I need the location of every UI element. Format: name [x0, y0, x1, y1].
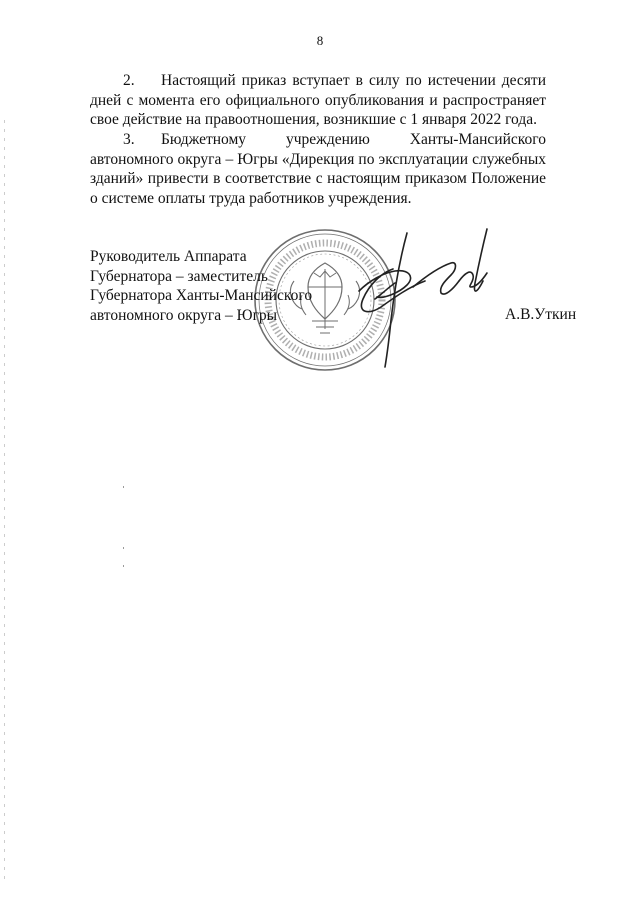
scan-margin-line: [4, 120, 5, 880]
signatory-position-line: автономного округа – Югры: [90, 306, 278, 324]
paragraph-number: 3.: [123, 131, 135, 148]
scan-artifact: [123, 565, 124, 567]
paragraph-2: [90, 71, 546, 130]
signatory-position-line: Губернатора – заместитель: [90, 267, 268, 285]
paragraph-number: 2.: [123, 72, 135, 89]
signatory-position-line: Губернатора Ханты-Мансийского: [90, 287, 313, 304]
paragraph-text: Настоящий приказ вступает в силу по истечении десяти дней с момента его официального опубликования и распространяет свое действие на правоотношения, возникшие с 1 января 2022 года.: [90, 72, 546, 128]
scan-artifact: [123, 547, 124, 549]
paragraph-text: Бюджетному учреждению Ханты-Мансийского автономного округа – Югры «Дирекция по эксплуатации служебных зданий» привести в соответствие с настоящим приказом Положение о системе оплаты труда работников учреждения.: [90, 131, 546, 207]
signatory-name: А.В.Уткин: [505, 306, 577, 323]
page-number: 8: [316, 33, 324, 48]
scan-artifact: [123, 486, 124, 488]
signatory-position-line: Руководитель Аппарата: [90, 248, 247, 265]
paragraph-3: [90, 130, 546, 208]
signatory-position: [90, 247, 312, 325]
handwritten-signature-icon: [355, 225, 505, 375]
